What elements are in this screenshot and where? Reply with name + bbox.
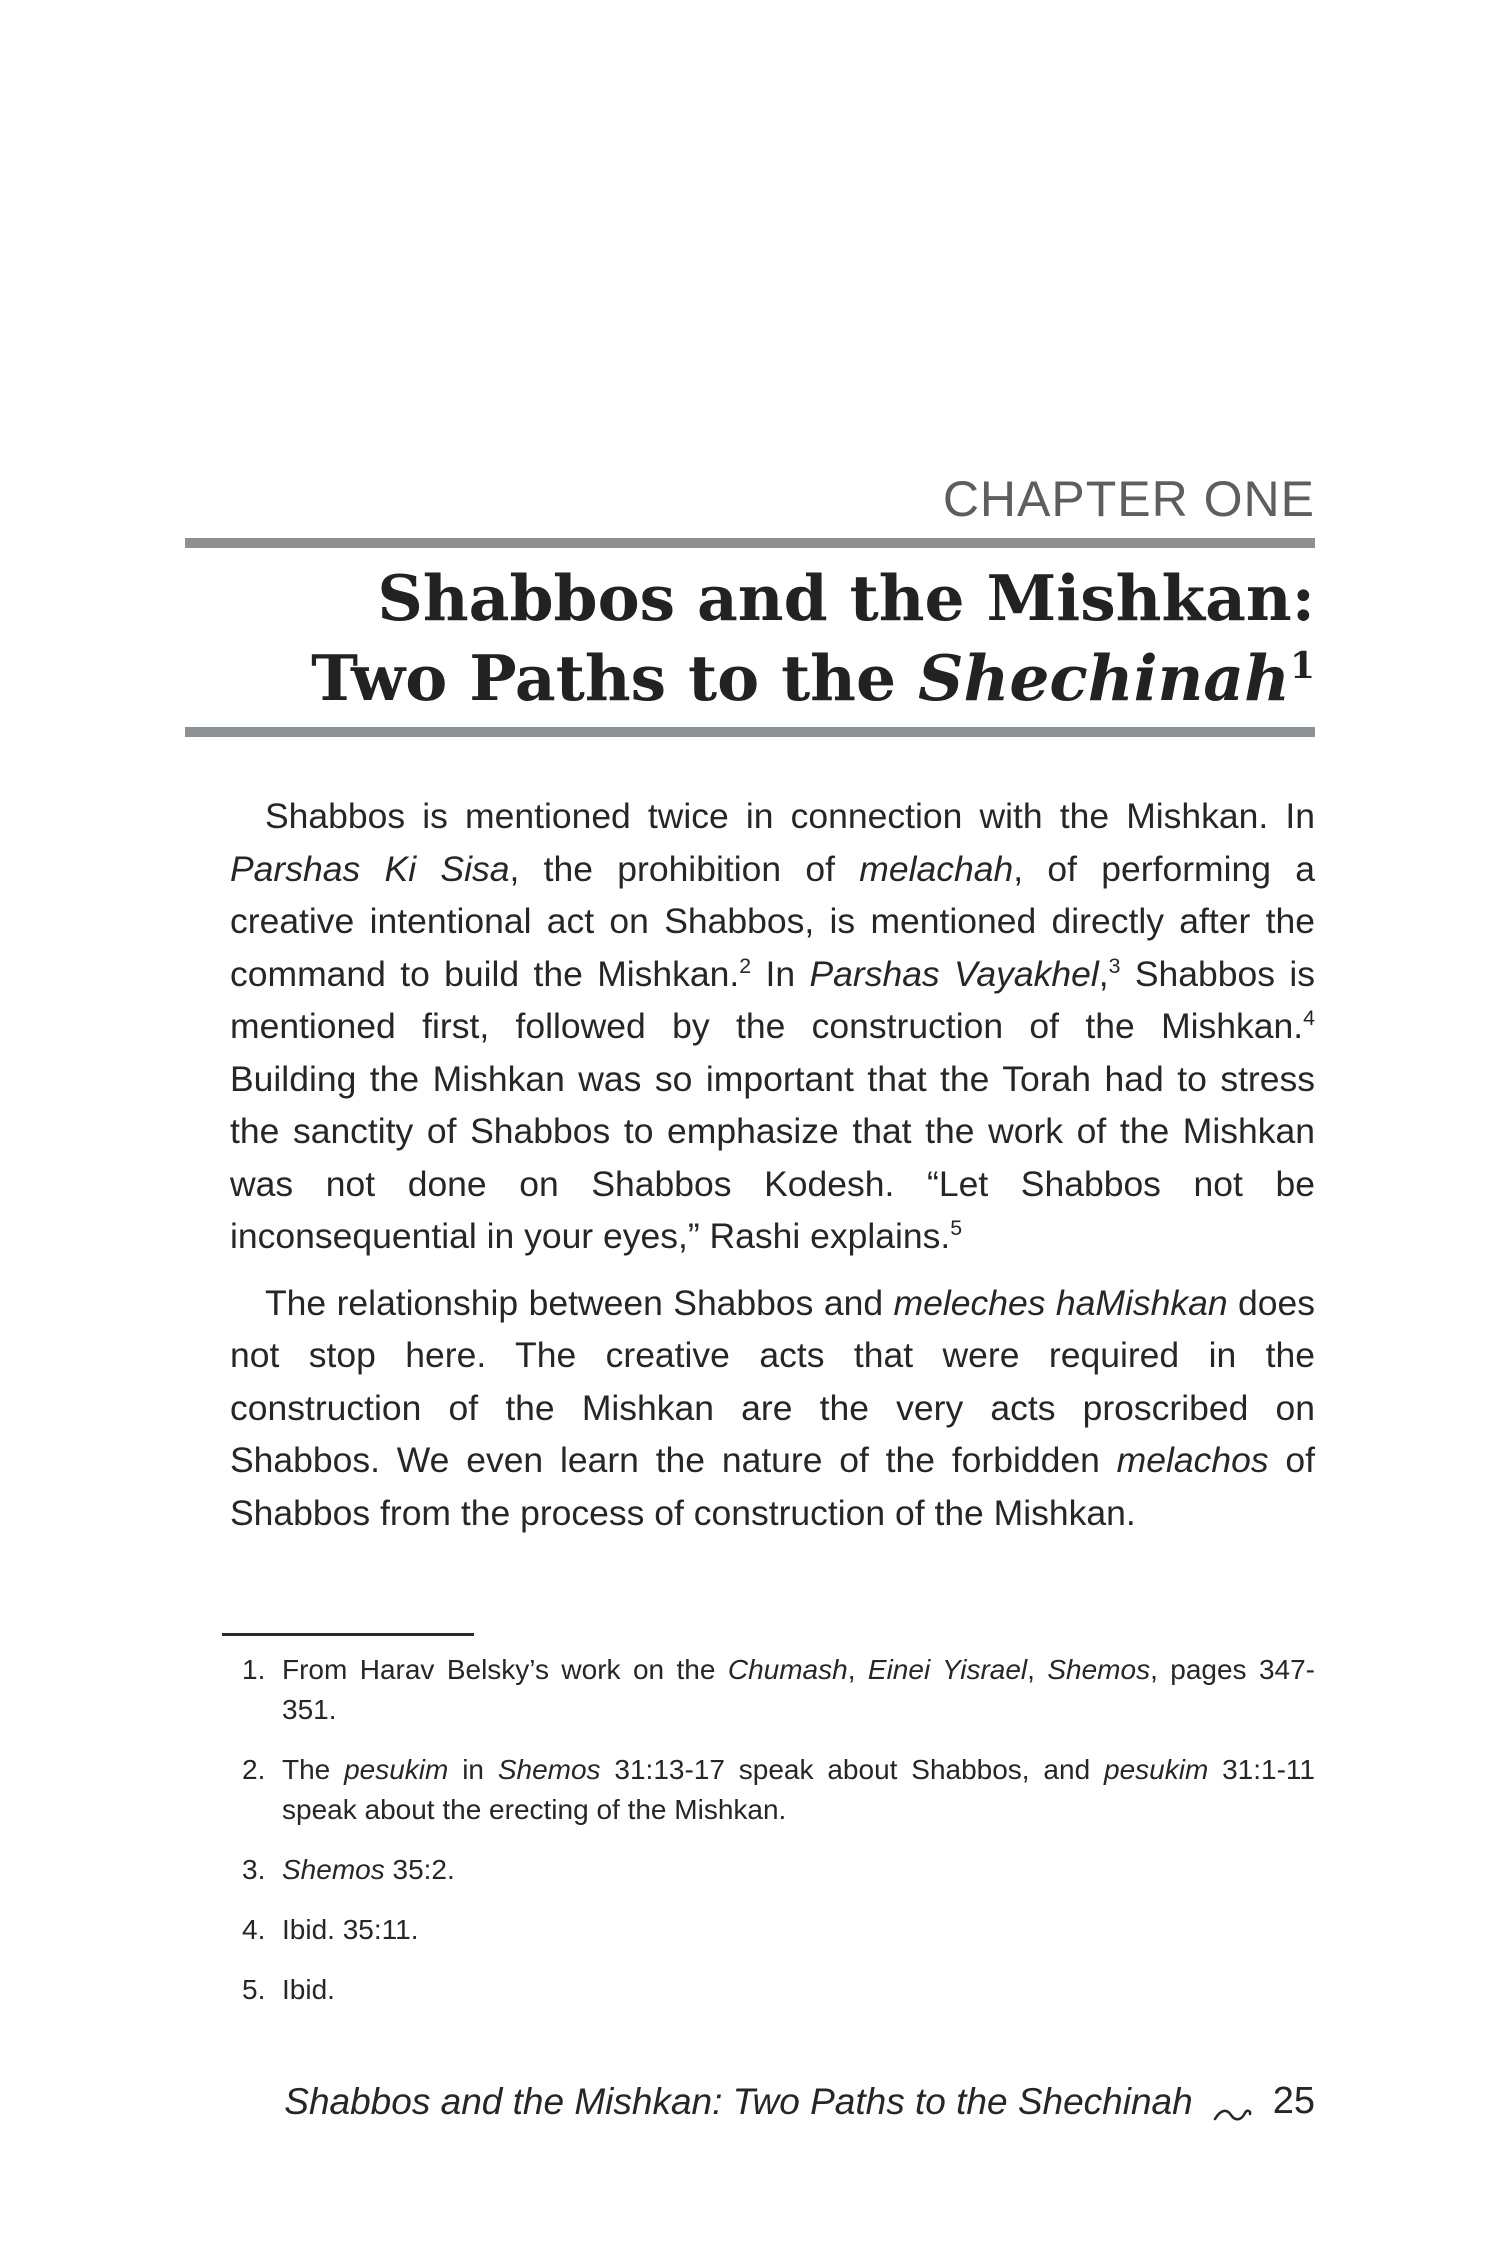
footnote-ref: 1	[1289, 645, 1315, 687]
italic-run: Einei Yisrael	[867, 1654, 1028, 1685]
chapter-title-line2: Two Paths to the	[311, 641, 919, 715]
footnote-number: 4.	[242, 1914, 266, 1945]
italic-run: Shemos	[497, 1754, 601, 1785]
footnote-ref: 5	[950, 1216, 963, 1241]
chapter-label: CHAPTER ONE	[942, 471, 1315, 527]
text-run: of Shabbos from the process of construction of the Mishkan.	[230, 1440, 1315, 1533]
chapter-title	[185, 558, 1315, 718]
italic-run: melachos	[1116, 1440, 1269, 1480]
text-run: Ibid. 35:11.	[282, 1914, 419, 1945]
chapter-title-italic: Shechinah	[918, 641, 1290, 715]
text-run: The relationship between Shabbos and	[265, 1282, 894, 1323]
italic-run: melachah	[859, 848, 1014, 889]
running-title: Shabbos and the Mishkan: Two Paths to the Shechinah	[284, 2080, 1193, 2122]
footnote-text	[282, 1850, 1315, 1890]
text-run: Shabbos is mentioned first, followed by the construction of the Mishkan.	[230, 953, 1315, 1046]
text-run: 35:2.	[384, 1854, 455, 1885]
text-run: does not stop here. The creative acts that were required in the construction of the Mishkan are the very acts proscribed on Shabbos. We even learn the nature of the forbidden	[230, 1282, 1315, 1480]
footnote-number: 3.	[242, 1854, 266, 1885]
text-run: Shabbos is mentioned twice in connection with the Mishkan. In	[265, 796, 1315, 836]
footnote-4	[242, 1910, 1315, 1950]
text-run: , of performing a creative intentional act on Shabbos, is mentioned directly after the command to build the Mishkan.	[230, 848, 1316, 994]
running-footer	[284, 2080, 1315, 2123]
footnote-5	[242, 1970, 1315, 2010]
text-run: The	[282, 1754, 345, 1785]
text-run: Ibid.	[282, 1974, 335, 2005]
footnote-text	[282, 1650, 1315, 1730]
footnote-1	[242, 1650, 1315, 1730]
footnote-rule	[222, 1633, 474, 1636]
footnote-number: 5.	[242, 1974, 266, 2005]
text-run: , pages 347-351.	[282, 1654, 1316, 1725]
paragraph-2	[230, 1277, 1315, 1540]
footnote-ref: 3	[1108, 953, 1121, 978]
title-rule-top	[185, 538, 1315, 548]
footnotes	[242, 1650, 1315, 2030]
text-run: ,	[847, 1654, 868, 1685]
footnote-ref: 4	[1303, 1006, 1315, 1031]
text-run: Building the Mishkan was so important that the Torah had to stress the sanctity of Shabbos to emphasize that the work of the Mishkan was not done on Shabbos Kodesh. “Let Shabbos not be inconsequential in your eyes,” Rashi explains.	[230, 1058, 1315, 1256]
footnote-2	[242, 1750, 1315, 1830]
italic-run: Shemos	[1047, 1654, 1151, 1685]
text-run: In	[751, 953, 810, 994]
footnote-text	[282, 1970, 1315, 2010]
footnote-text	[282, 1750, 1315, 1830]
flourish-ornament-icon	[1213, 2092, 1253, 2112]
footnote-number: 1.	[242, 1654, 266, 1685]
italic-run: pesukim	[344, 1754, 449, 1785]
text-run: 31:13-17 speak about Shabbos, and	[600, 1754, 1104, 1785]
italic-run: Parshas Vayakhel	[809, 953, 1099, 994]
footnote-ref: 2	[739, 953, 752, 978]
page-number: 25	[1272, 2080, 1315, 2122]
title-rule-bottom	[185, 727, 1315, 737]
italic-run: pesukim	[1104, 1754, 1209, 1785]
text-run: , the prohibition of	[509, 848, 860, 889]
italic-run: meleches haMishkan	[893, 1282, 1228, 1323]
italic-run: Shemos	[282, 1854, 385, 1885]
chapter-title-line1: Shabbos and the Mishkan:	[377, 561, 1315, 635]
text-run: in	[448, 1754, 498, 1785]
italic-run: Chumash	[727, 1654, 848, 1685]
body-text	[230, 790, 1315, 1553]
italic-run: Parshas Ki Sisa	[230, 848, 510, 889]
text-run: From Harav Belsky’s work on the	[282, 1654, 728, 1685]
footnote-number: 2.	[242, 1754, 266, 1785]
paragraph-1	[230, 790, 1315, 1263]
footnote-3	[242, 1850, 1315, 1890]
text-run: ,	[1027, 1654, 1048, 1685]
text-run: ,	[1098, 953, 1109, 994]
footnote-text	[282, 1910, 1315, 1950]
text-run: 31:1-11 speak about the erecting of the Mishkan.	[282, 1754, 1315, 1825]
